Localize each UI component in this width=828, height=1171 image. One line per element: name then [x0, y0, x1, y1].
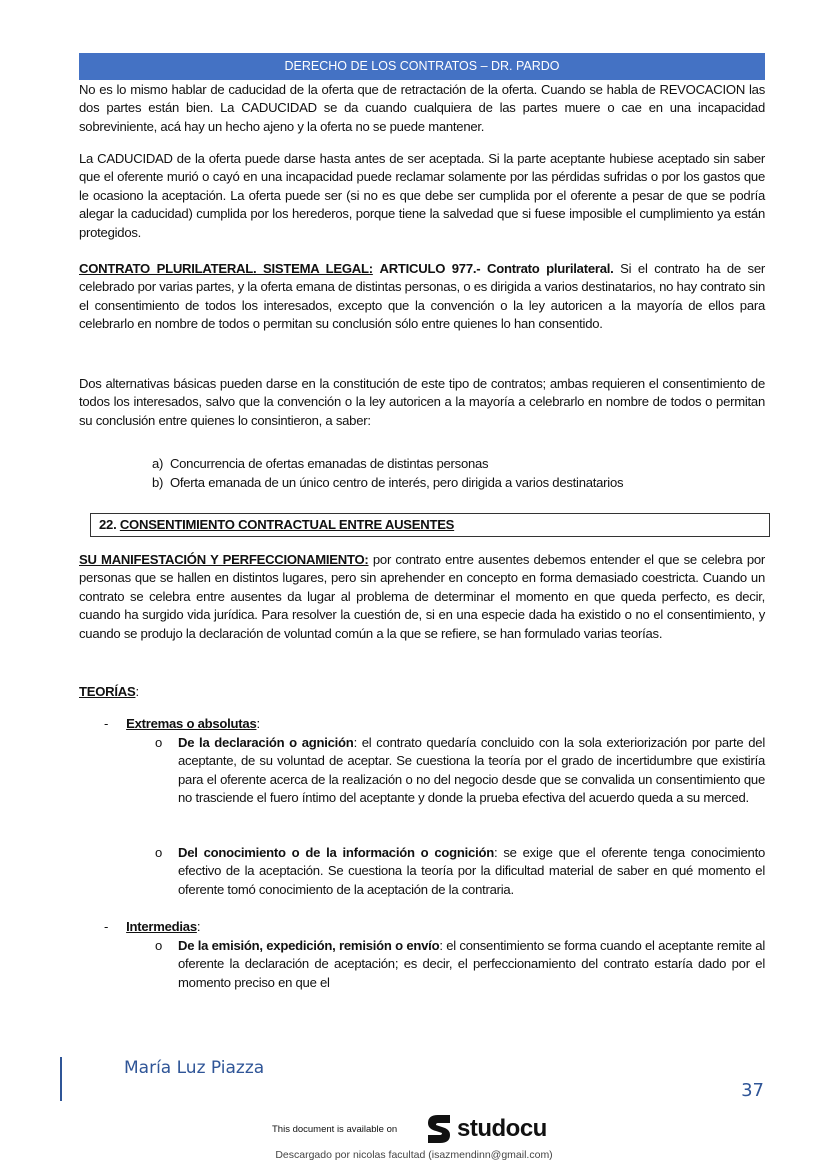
dash: -	[104, 716, 109, 731]
list-item	[152, 474, 623, 492]
manifestacion-text: por contrato entre ausentes debemos entender el que se celebra por personas que se hallen en distintos lugares, pero sin aprehender en concepto en forma demasiado coestricta. Cuando un contrato se celebra entre ausentes da lugar al problema de determinar el momento en que queda perfecto, es decir, cuando ha surgido vida jurídica. Para resolver la cuestión de, si en una especie dada ha existido o no el consentimiento, y cuando se produjo la declaración de voluntad común a la que se refiere, se han formulado varias teorías.	[79, 552, 766, 641]
teoria-item	[178, 734, 765, 808]
group-heading: - Extremas o absolutas:	[104, 716, 260, 731]
section-title: CONSENTIMIENTO CONTRACTUAL ENTRE AUSENTES	[119, 517, 455, 532]
dash: -	[104, 919, 109, 934]
section-heading-box	[90, 513, 770, 537]
teoria-item	[178, 844, 765, 899]
article-text: Si el contrato ha de ser celebrado por varias partes, y la oferta emana de distintas personas, o es dirigida a varios destinatarios, no hay contrato sin el consentimiento de todos los interesados, excepto que la convención o la ley autoricen a la mayoría de ellos para celebrarlo en nombre de todos o permitan su conclusión sólo entre quienes lo han consentido.	[79, 261, 765, 332]
paragraph-alternativas: Dos alternativas básicas pueden darse en la constitución de este tipo de contratos; ambas requieren el consentimiento de todos los interesados, salvo que la convención o la ley autoricen a la mayoría a celebrarlo en nombre de todos o permitan su conclusión entre quienes lo consintieron, a saber:	[79, 376, 765, 428]
colon: :	[135, 684, 139, 699]
teoria-title: Del conocimiento o de la información o cognición	[178, 845, 494, 860]
bullet-o: o	[155, 845, 163, 860]
studocu-wordmark: studocu	[457, 1115, 547, 1142]
list-marker: a)	[152, 456, 164, 471]
article-title: ARTICULO 977.- Contrato plurilateral.	[379, 261, 614, 276]
studocu-logo[interactable]	[424, 1113, 547, 1145]
author-name: María Luz Piazza	[124, 1058, 265, 1078]
availability-text: This document is available on	[272, 1124, 398, 1135]
paragraph-caducidad: No es lo mismo hablar de caducidad de la oferta que de retractación de la oferta. Cuando se habla de REVOCACION las dos partes están bien. La CADUCIDAD se da cuando cualquiera de las partes muere o cae en una incapacidad sobreviniente, acá hay un hecho ajeno y la oferta no se puede mantener.	[79, 82, 765, 134]
running-header: DERECHO DE LOS CONTRATOS – DR. PARDO	[79, 53, 765, 80]
group-title: Extremas o absolutas	[126, 716, 257, 731]
paragraph-manifestacion	[79, 551, 765, 643]
bullet-o: o	[155, 938, 163, 953]
list-text: Concurrencia de ofertas emanadas de distintas personas	[169, 456, 489, 471]
bullet-o: o	[155, 735, 163, 750]
teorias-heading	[79, 683, 139, 701]
list-item	[152, 455, 488, 473]
teorias-title: TEORÍAS	[79, 684, 136, 699]
heading-plurilateral: CONTRATO PLURILATERAL. SISTEMA LEGAL:	[79, 261, 373, 276]
studocu-icon	[424, 1113, 454, 1145]
list-text: Oferta emanada de un único centro de interés, pero dirigida a varios destinatarios	[169, 475, 624, 490]
teoria-title: De la emisión, expedición, remisión o envío	[178, 938, 440, 953]
page-number: 37	[741, 1080, 764, 1101]
heading-manifestacion: SU MANIFESTACIÓN Y PERFECCIONAMIENTO:	[79, 552, 369, 567]
teoria-text: : el contrato quedaría concluido con la sola exteriorización por parte del aceptante, de su voluntad de aceptar. Se cuestiona la teoría por el grado de incertidumbre que existiría para el oferente acerca de la realización o no del negocio desde que se convalida un consentimiento que no trasciende el fuero íntimo del aceptante y donde la prueba efectiva del acuerdo queda a su merced.	[178, 735, 765, 806]
teoria-text: : el consentimiento se forma cuando el aceptante remite al oferente la declaración de aceptación; es decir, el perfeccionamiento del contrato estaría dado por el momento preciso en que el	[178, 938, 765, 990]
footer-divider	[60, 1057, 62, 1101]
teoria-title: De la declaración o agnición	[178, 735, 354, 750]
group-heading: - Intermedias:	[104, 919, 201, 934]
group-title: Intermedias	[126, 919, 197, 934]
download-notice: Descargado por nicolas facultad (isazmendinn@gmail.com)	[275, 1149, 553, 1161]
teoria-item	[178, 937, 765, 992]
teoria-text: : se exige que el oferente tenga conocimiento efectivo de la aceptación. Se cuestiona la teoría por la dificultad material de saber en qué momento el oferente tomó conocimiento de la aceptación de la contraria.	[178, 845, 765, 897]
section-number: 22.	[99, 517, 117, 532]
list-marker: b)	[152, 475, 164, 490]
paragraph-plurilateral	[79, 260, 765, 334]
paragraph-caducidad-oferta: La CADUCIDAD de la oferta puede darse hasta antes de ser aceptada. Si la parte aceptante hubiese aceptado sin saber que el oferente murió o cayó en una incapacidad puede reclamar solamente por las pérdidas sufridas o por los gastos que le ocasiono la aceptación. La oferta puede ser (si no es que debe ser cumplida por el oferente a pesar de que se podría alegar la caducidad) cumplida por los herederos, porque tiene la salvedad que si fuese imposible el cumplimiento ya están protegidos.	[79, 151, 765, 240]
